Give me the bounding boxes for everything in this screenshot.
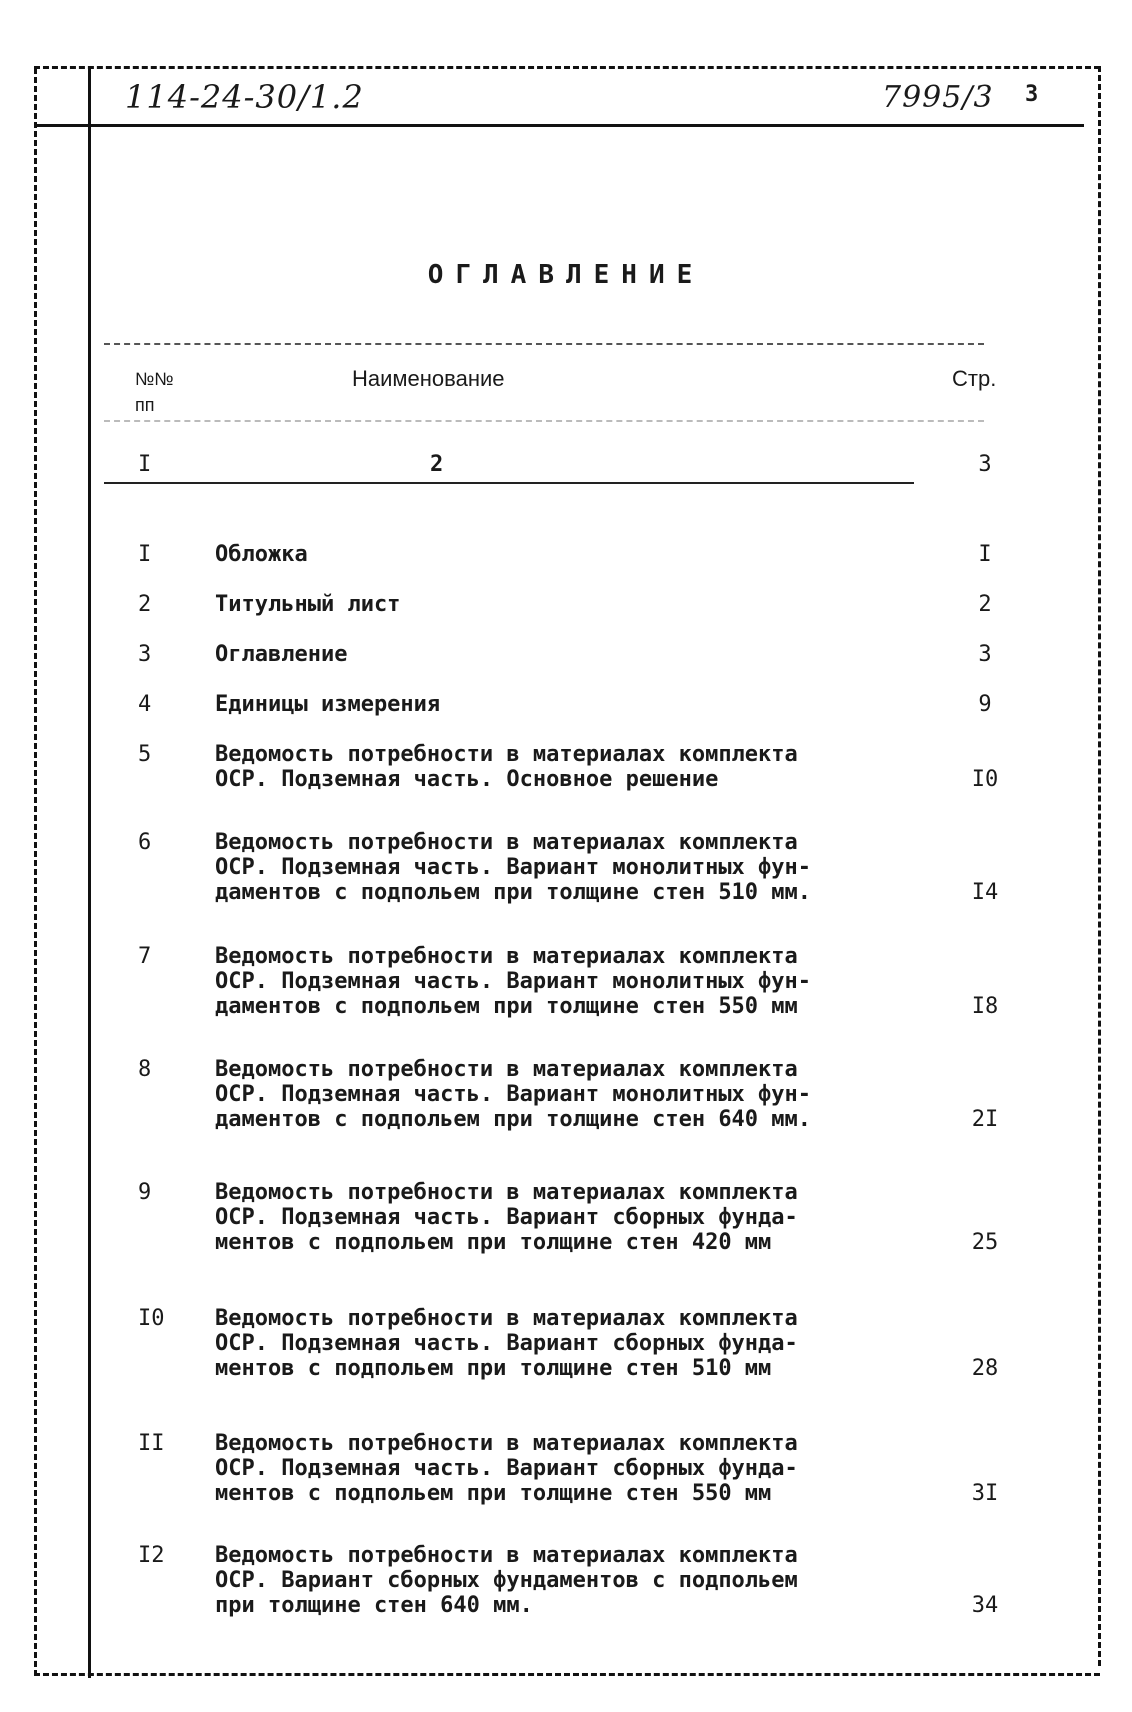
entry-title: Ведомость потребности в материалах комплекта ОСР. Подземная часть. Вариант монолитных фун- даментов с подпольем при толщине стен 550 мм <box>215 944 812 1019</box>
entry-page: I8 <box>971 994 999 1019</box>
entry-number: 2 <box>138 592 152 617</box>
entry-title: Обложка <box>215 542 308 567</box>
header-separator <box>104 420 984 422</box>
column-number: 2 <box>430 452 444 477</box>
entry-number: 5 <box>138 742 152 767</box>
column-header-name: Наименование <box>352 366 505 391</box>
frame-bottom <box>34 1673 1100 1676</box>
entry-title: Ведомость потребности в материалах комплекта ОСР. Подземная часть. Основное решение <box>215 742 798 792</box>
column-number: I <box>138 452 152 477</box>
entry-title: Ведомость потребности в материалах комплекта ОСР. Вариант сборных фундаментов с подпольем при толщине стен 640 мм. <box>215 1543 798 1618</box>
frame-binding-line <box>88 66 91 1678</box>
entry-title: Титульный лист <box>215 592 401 617</box>
column-header-num <box>135 366 175 418</box>
entry-page: 25 <box>971 1230 999 1255</box>
entry-title: Ведомость потребности в материалах комплекта ОСР. Подземная часть. Вариант сборных фунда- ментов с подпольем при толщине стен 550 мм <box>215 1431 798 1506</box>
entry-title: Ведомость потребности в материалах комплекта ОСР. Подземная часть. Вариант сборных фунда- ментов с подпольем при толщине стен 420 мм <box>215 1180 798 1255</box>
entry-page: 9 <box>978 692 992 717</box>
page-title: ОГЛАВЛЕНИЕ <box>427 260 705 290</box>
column-header-page: Стр. <box>952 366 997 391</box>
entry-number: 8 <box>138 1057 152 1082</box>
entry-page: 34 <box>971 1593 999 1618</box>
frame-left <box>34 68 37 1676</box>
entry-number: 4 <box>138 692 152 717</box>
frame-top <box>34 66 1100 69</box>
entry-title: Ведомость потребности в материалах комплекта ОСР. Подземная часть. Вариант монолитных фун- даментов с подпольем при толщине стен 640 мм. <box>215 1057 812 1132</box>
entry-page: I0 <box>971 767 999 792</box>
table-top-line <box>104 343 984 345</box>
entry-title: Единицы измерения <box>215 692 441 717</box>
entry-number: 7 <box>138 944 152 969</box>
entry-page: 2 <box>978 592 992 617</box>
entry-title: Оглавление <box>215 642 348 667</box>
column-number: 3 <box>978 452 992 477</box>
entry-page: I <box>978 542 992 567</box>
frame-right <box>1098 66 1101 1666</box>
entry-page: 3 <box>978 642 992 667</box>
entry-number: I2 <box>138 1543 165 1568</box>
entry-number: II <box>138 1431 165 1456</box>
entry-page: 28 <box>971 1356 999 1381</box>
entry-title: Ведомость потребности в материалах комплекта ОСР. Подземная часть. Вариант монолитных фун- даментов с подпольем при толщине стен 510 мм. <box>215 830 812 905</box>
entry-number: I <box>138 542 152 567</box>
table-header-bottom-line <box>104 482 914 484</box>
entry-number: 3 <box>138 642 152 667</box>
header-divider <box>34 124 1084 127</box>
column-header-num-label: №№ пп <box>135 369 174 415</box>
entry-page: 3I <box>971 1481 999 1506</box>
sheet-number: 3 <box>1025 82 1039 107</box>
entry-title: Ведомость потребности в материалах комплекта ОСР. Подземная часть. Вариант сборных фунда- ментов с подпольем при толщине стен 510 мм <box>215 1306 798 1381</box>
entry-number: 6 <box>138 830 152 855</box>
entry-page: I4 <box>971 880 999 905</box>
entry-number: I0 <box>138 1306 165 1331</box>
entry-number: 9 <box>138 1180 152 1205</box>
doc-code: 114-24-30/1.2 <box>125 78 364 116</box>
inventory-number: 7995/3 <box>882 80 994 115</box>
entry-page: 2I <box>971 1107 999 1132</box>
